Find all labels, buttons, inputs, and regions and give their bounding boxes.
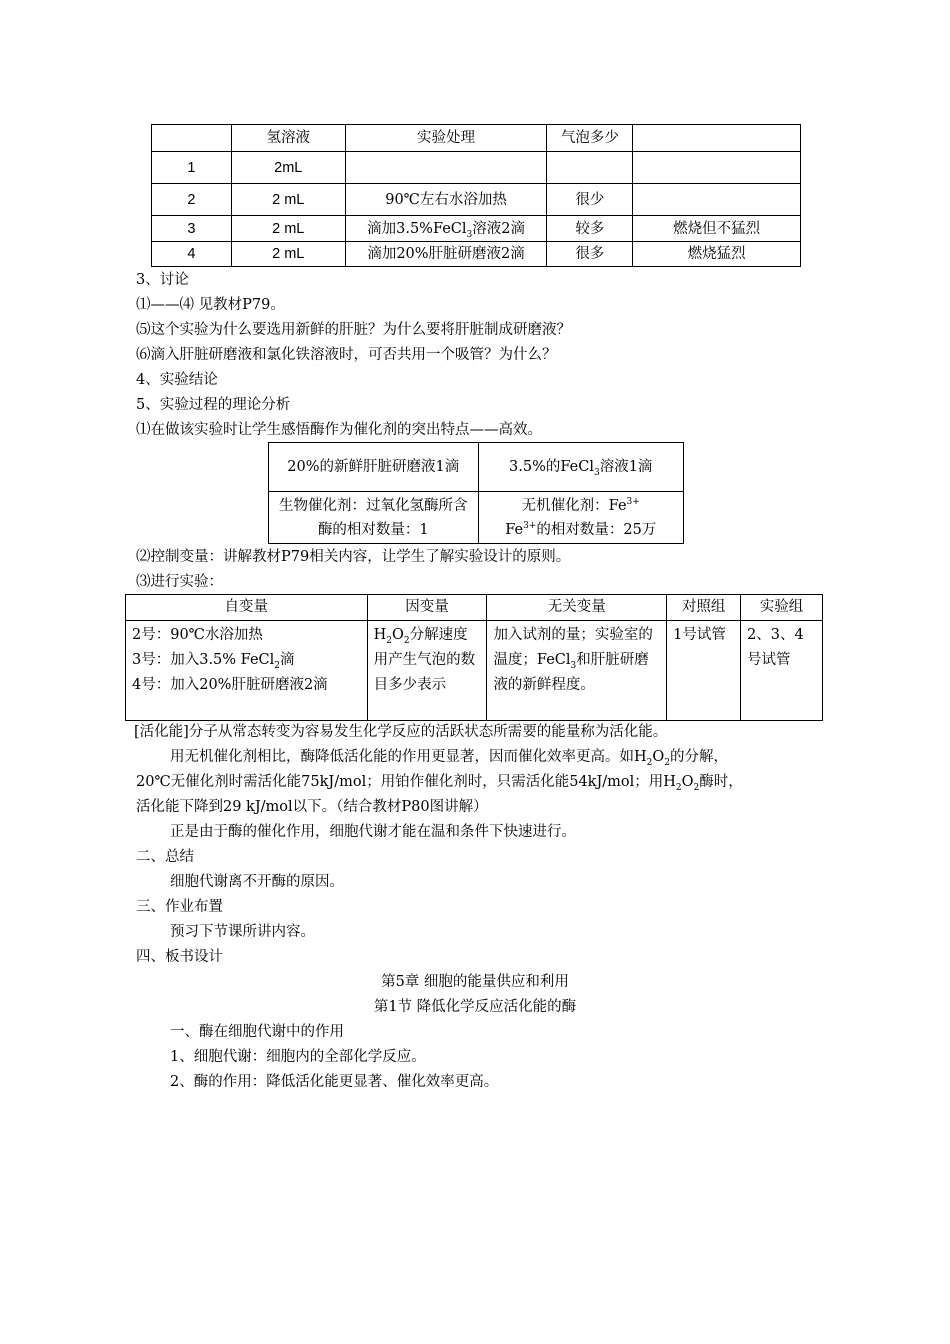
table-row	[152, 152, 801, 184]
cell-text: 滴加3.5%FeCl	[367, 220, 467, 237]
table-header-cell: 实验处理	[345, 125, 547, 152]
chapter-title: 第5章 细胞的能量供应和利用	[381, 974, 569, 990]
cell-text: 3号：加入3.5% FeCl	[132, 652, 275, 668]
paragraph-text: O	[681, 774, 694, 790]
paragraph: ⑸这个实验为什么要选用新鲜的肝脏？为什么要将肝脏制成研磨液？	[136, 322, 571, 338]
table-header-cell: 20%的新鲜肝脏研磨液1滴	[269, 443, 479, 492]
cell-line: 4号：加入20%肝脏研磨液2滴	[132, 677, 328, 693]
table-header-cell: 实验组	[741, 595, 823, 621]
section-heading: 3、讨论	[136, 272, 189, 288]
table-header-row	[152, 125, 801, 152]
table-cell	[487, 621, 667, 721]
section-heading: 二、总结	[136, 849, 194, 865]
paragraph: 正是由于酶的催化作用，细胞代谢才能在温和条件下快速进行。	[170, 824, 576, 840]
table-cell: 燃烧但不猛烈	[633, 216, 801, 242]
table-cell: 滴加20%肝脏研磨液2滴	[345, 242, 547, 267]
superscript: 3+	[626, 496, 640, 507]
table-cell: 90℃左右水浴加热	[345, 184, 547, 216]
cell-text: Fe	[505, 521, 524, 538]
table-header-cell: 因变量	[367, 595, 487, 621]
subscript: 2	[386, 635, 392, 646]
experiment-table	[151, 124, 801, 267]
table-cell	[633, 152, 801, 184]
table-cell: 燃烧猛烈	[633, 242, 801, 267]
paragraph-text: O	[652, 749, 665, 765]
cell-line: 2号：90℃水浴加热	[132, 627, 263, 643]
section-heading: 4、实验结论	[136, 372, 218, 388]
table-header-cell: 自变量	[126, 595, 368, 621]
subscript: 2	[274, 660, 280, 671]
cell-line	[132, 648, 361, 673]
table-cell	[345, 152, 547, 184]
table-header-row	[126, 595, 823, 621]
table-cell: 2 mL	[231, 216, 345, 242]
paragraph: ⑴在做该实验时让学生感悟酶作为催化剂的突出特点——高效。	[136, 422, 542, 438]
cell-text: 3.5%的FeCl	[509, 459, 594, 475]
table-cell: 很少	[547, 184, 633, 216]
cell-text: 加入试剂的量；实验室的温度；FeCl	[493, 627, 653, 668]
cell-line	[483, 518, 680, 542]
catalyst-comparison-table	[268, 442, 684, 544]
paragraph: ⑵控制变量：讲解教材P79相关内容，让学生了解实验设计的原则。	[136, 549, 571, 565]
definition-paragraph: [活化能]分子从常态转变为容易发生化学反应的活跃状态所需要的能量称为活化能。	[134, 724, 668, 740]
table-row	[152, 216, 801, 242]
table-cell: 3	[152, 216, 232, 242]
subscript: 2	[693, 782, 700, 793]
table-cell: 1号试管	[667, 621, 741, 721]
cell-text: 滴	[280, 652, 295, 668]
paragraph-text: 酶时，	[699, 774, 743, 790]
table-row	[152, 184, 801, 216]
cell-text: 和肝脏研磨液的新鲜程度。	[493, 652, 649, 693]
cell-line	[483, 494, 680, 518]
table-header-cell: 对照组	[667, 595, 741, 621]
cell-text: 的相对数量：25万	[536, 521, 657, 538]
table-cell: 2mL	[231, 152, 345, 184]
cell-text: O	[391, 627, 404, 643]
outline-item: 2、酶的作用：降低活化能更显著、催化效率更高。	[170, 1074, 499, 1090]
cell-text: 溶液2滴	[472, 220, 525, 237]
table-header-row	[269, 443, 684, 492]
table-cell: 较多	[547, 216, 633, 242]
cell-text: 分解速度用产生气泡的数目多少表示	[373, 627, 476, 693]
table-header-cell: 氢溶液	[231, 125, 345, 152]
subscript: 3	[593, 467, 600, 478]
paragraph: 细胞代谢离不开酶的原因。	[170, 874, 344, 890]
table-row	[126, 621, 823, 721]
table-cell: 很多	[547, 242, 633, 267]
subscript: 2	[675, 782, 682, 793]
section-heading: 三、作业布置	[136, 899, 223, 915]
table-cell	[126, 621, 368, 721]
table-row	[269, 492, 684, 544]
cell-text: H	[373, 627, 387, 643]
variable-table	[125, 594, 823, 721]
paragraph	[136, 770, 743, 794]
section-title: 第1节 降低化学反应活化能的酶	[373, 999, 577, 1015]
paragraph-text: 的分解，	[670, 749, 729, 765]
table-header-cell: 无关变量	[487, 595, 667, 621]
table-cell	[547, 152, 633, 184]
outline-item: 1、细胞代谢：细胞内的全部化学反应。	[170, 1049, 426, 1065]
table-cell	[633, 184, 801, 216]
subscript: 3	[466, 229, 473, 240]
section-heading: 5、实验过程的理论分析	[136, 397, 291, 413]
subscript: 2	[403, 635, 410, 646]
table-header-cell	[152, 125, 232, 152]
table-cell: 4	[152, 242, 232, 267]
table-cell	[478, 492, 684, 544]
subscript: 2	[664, 757, 671, 768]
section-heading: 四、板书设计	[136, 949, 223, 965]
subscript: 3	[570, 660, 577, 671]
paragraph: 预习下节课所讲内容。	[170, 924, 315, 940]
table-cell: 生物催化剂：过氧化氢酶所含酶的相对数量：1	[269, 492, 479, 544]
paragraph: 活化能下降到29 kJ/mol以下。（结合教材P80图讲解）	[136, 799, 488, 815]
paragraph: ⑴——⑷ 见教材P79。	[136, 297, 285, 313]
table-cell: 1	[152, 152, 232, 184]
table-cell: 2	[152, 184, 232, 216]
paragraph: ⑶进行实验：	[136, 574, 223, 590]
paragraph: ⑹滴入肝脏研磨液和氯化铁溶液时，可否共用一个吸管？为什么？	[136, 347, 557, 363]
table-cell: 2 mL	[231, 184, 345, 216]
paragraph	[170, 745, 728, 769]
cell-text: 无机催化剂：Fe	[521, 497, 627, 514]
table-row	[152, 242, 801, 267]
outline-item: 一、酶在细胞代谢中的作用	[170, 1024, 344, 1040]
table-header-cell	[478, 443, 684, 492]
paragraph-text: 用无机催化剂相比，酶降低活化能的作用更显著，因而催化效率更高。如H	[170, 749, 647, 765]
cell-text: 溶液1滴	[599, 459, 653, 475]
superscript: 3+	[523, 520, 537, 531]
table-cell	[367, 621, 487, 721]
table-header-cell	[633, 125, 801, 152]
subscript: 2	[646, 757, 653, 768]
table-cell: 2、3、4号试管	[741, 621, 823, 721]
table-cell	[345, 216, 547, 242]
table-header-cell: 气泡多少	[547, 125, 633, 152]
paragraph-text: 20℃无催化剂时需活化能75kJ/mol；用铂作催化剂时，只需活化能54kJ/mol；用H	[136, 774, 676, 790]
table-cell: 2 mL	[231, 242, 345, 267]
